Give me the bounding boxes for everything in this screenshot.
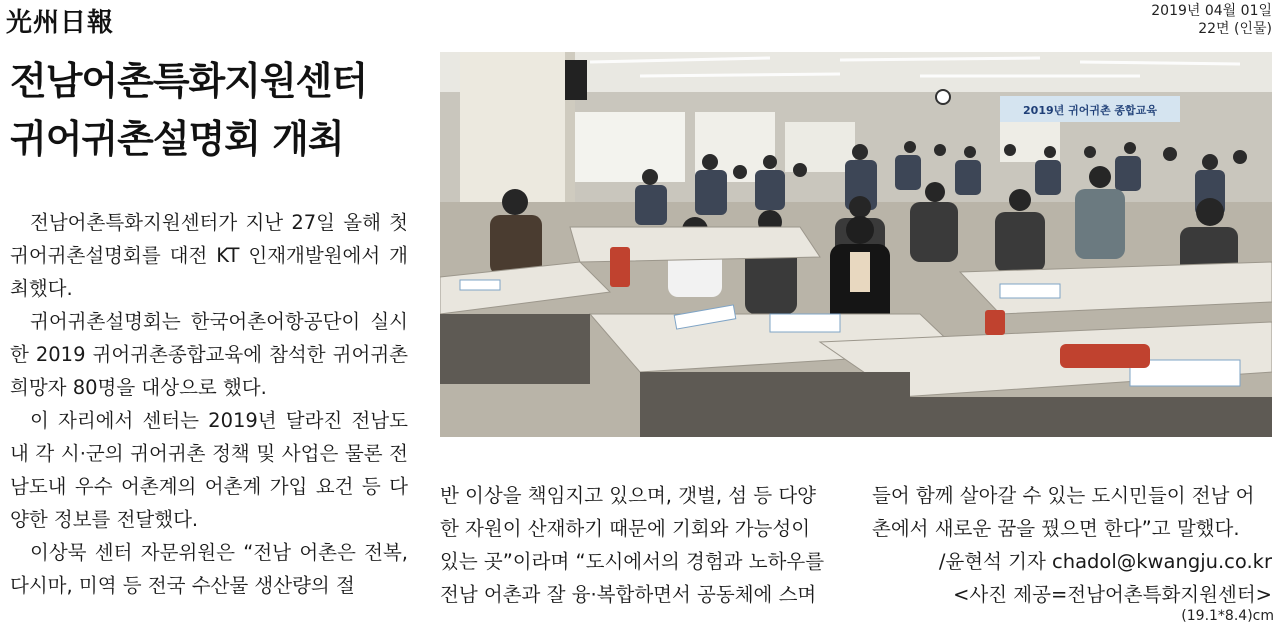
headline-line-2: 귀어귀촌설명회 개최 xyxy=(10,117,344,161)
article-column-1 xyxy=(10,206,408,602)
paragraph: 이 자리에서 센터는 2019년 달라진 전남도내 각 시·군의 귀어귀촌 정책 및 사업은 물론 전남도내 우수 어촌계의 어촌계 가입 요건 등 다양한 정보를 전달했다. xyxy=(10,409,408,531)
text-line: 반 이상을 책임지고 있으며, 갯벌, 섬 등 다양 xyxy=(440,484,817,507)
paragraph: 이상묵 센터 자문위원은 “전남 어촌은 전복, 다시마, 미역 등 전국 수산물 생산량의 절 xyxy=(10,541,408,597)
text-line: 있는 곳”이라며 “도시에서의 경험과 노하우를 xyxy=(440,550,825,573)
issue-date: 2019년 04월 01일 xyxy=(1151,3,1272,19)
seminar-photo-illustration xyxy=(440,52,1272,437)
text-line: 촌에서 새로운 꿈을 꿨으면 한다”고 말했다. xyxy=(872,517,1240,540)
byline: /윤현석 기자 chadol@kwangju.co.kr xyxy=(938,550,1272,573)
photo-credit: <사진 제공=전남어촌특화지원센터> xyxy=(953,583,1272,606)
page-number: 22면 (인물) xyxy=(1198,21,1272,37)
dateline xyxy=(1151,2,1272,38)
paragraph: 전남어촌특화지원센터가 지난 27일 올해 첫 귀어귀촌설명회를 대전 KT 인재개발원에서 개최했다. xyxy=(10,211,408,300)
article-column-3 xyxy=(872,479,1272,611)
banner-text: 2019년 귀어귀촌 종합교육 xyxy=(1023,104,1157,117)
clip-size: (19.1*8.4)cm xyxy=(1181,608,1274,624)
text-line: 전남 어촌과 잘 융·복합하면서 공동체에 스며 xyxy=(440,583,817,606)
text-line: 한 자원이 산재하기 때문에 기회와 가능성이 xyxy=(440,517,811,540)
newspaper-masthead: 光州日報 xyxy=(6,8,115,38)
text-line: 들어 함께 살아갈 수 있는 도시민들이 전남 어 xyxy=(872,484,1255,507)
paragraph: 귀어귀촌설명회는 한국어촌어항공단이 실시한 2019 귀어귀촌종합교육에 참석한 귀어귀촌희망자 80명을 대상으로 했다. xyxy=(10,310,408,399)
article-headline xyxy=(10,52,430,168)
article-photo xyxy=(440,52,1272,437)
headline-line-1: 전남어촌특화지원센터 xyxy=(10,59,368,103)
article-column-2 xyxy=(440,479,845,611)
